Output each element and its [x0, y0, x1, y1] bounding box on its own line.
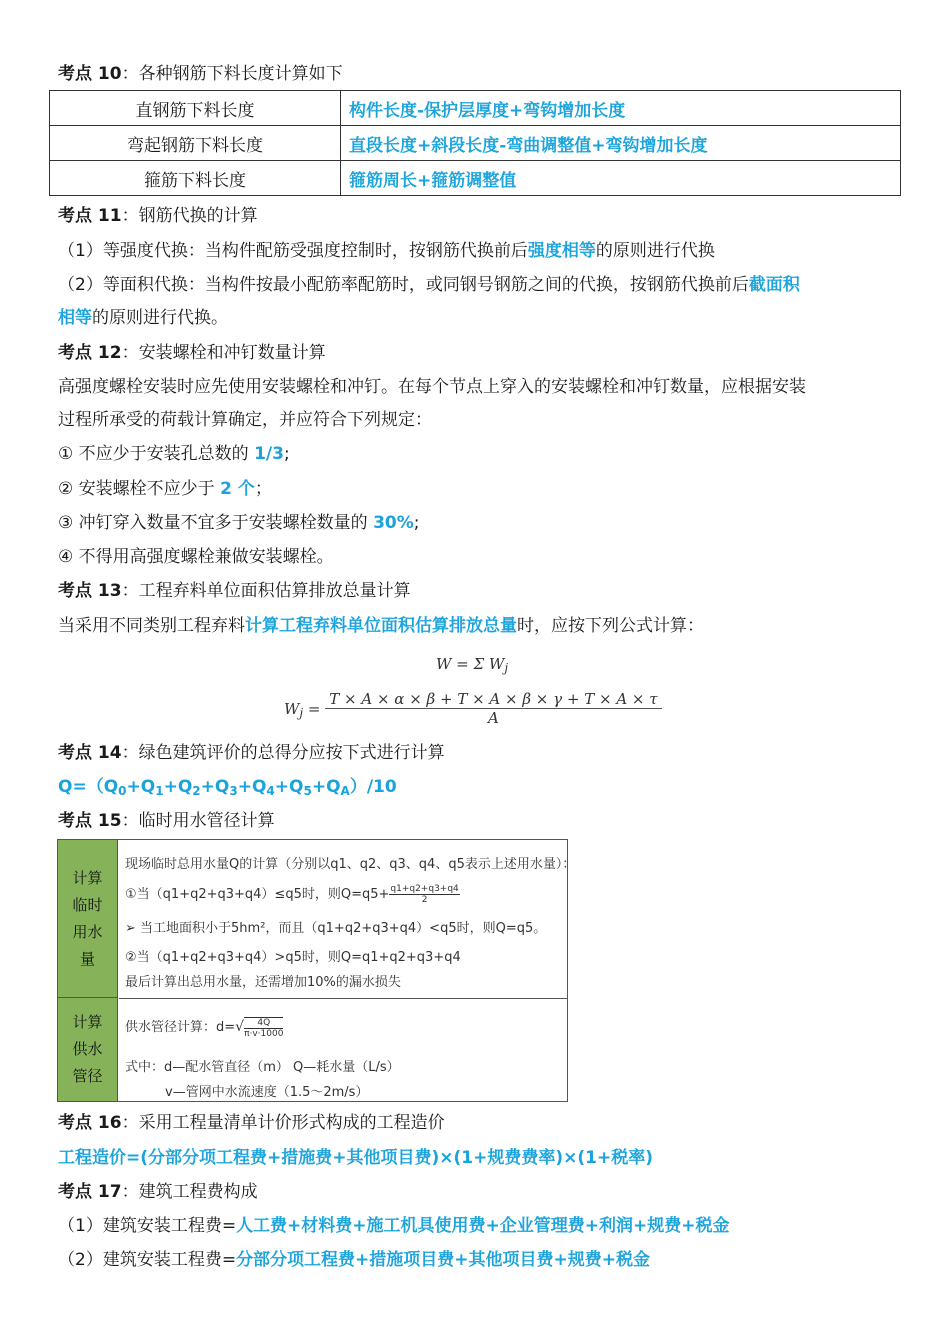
kp15-heading: 考点 15：临时用水管径计算 — [58, 811, 275, 831]
kp13-p: 当采用不同类别工程弃料计算工程弃料单位面积估算排放总量时，应按下列公式计算： — [58, 616, 704, 636]
kp16-formula: 工程造价=(分部分项工程费+措施费+其他项目费)×(1+规费费率)×(1+税率) — [58, 1148, 653, 1168]
kp12-item2: ② 安装螺栓不应少于 2 个； — [58, 479, 272, 499]
kp12-item4: ④ 不得用高强度螺栓兼做安装螺栓。 — [58, 547, 334, 567]
table-row: 箍筋下料长度 箍筋周长+箍筋调整值 — [50, 161, 901, 196]
kp11-heading: 考点 11：钢筋代换的计算 — [58, 206, 258, 226]
kp12-item3: ③ 冲钉穿入数量不宜多于安装螺栓数量的 30%; — [58, 513, 420, 533]
water-pipe-table — [57, 839, 576, 1102]
kp11-p1: （1）等强度代换：当构件配筋受强度控制时，按钢筋代换前后强度相等的原则进行代换 — [58, 241, 715, 261]
water-content-1: 现场临时总用水量Q的计算（分别以q1、q2、q3、q4、q5表示上述用水量）： ①当（q1+q2+q3+q4）≤q5时，则Q=q5+ $\frac{q1+q2+q3+q4}{2}$ ➢ 当工地面积小于5hm²，而且（q1+q2+q3+q4）<q5时，则Q=q5。 ②当（q1+q2+q3+q4）>q5时，则Q=q1+q2+q3+q4 最后计算出总用水量，还需增加10%的漏水损失 — [119, 840, 567, 999]
kp12-intro2: 过程所承受的荷载计算确定，并应符合下列规定： — [58, 410, 432, 430]
kp11-p2-cont: 相等的原则进行代换。 — [58, 308, 228, 328]
water-header-2: 计算供水管径 — [58, 998, 118, 1101]
kp12-intro1: 高强度螺栓安装时应先使用安装螺栓和冲钉。在每个节点上穿入的安装螺栓和冲钉数量，应根据安装 — [58, 377, 806, 397]
formula-wj: $W_j$ = $\frac{T \times A \times \alpha \times \beta + T \times A \times \beta \times \gamma + T \times A \times \tau}{A}$ — [284, 690, 662, 727]
formula-w-sum: W = Σ $W_j$ — [436, 655, 509, 675]
water-header-1: 计算临时用水量 — [58, 840, 118, 998]
table-row: 弯起钢筋下料长度 直段长度+斜段长度-弯曲调整值+弯钩增加长度 — [50, 126, 901, 161]
table-row: 直钢筋下料长度 构件长度-保护层厚度+弯钩增加长度 — [50, 91, 901, 126]
kp14-formula: $Q=(Q_0+Q_1+Q_2+Q_3+Q_4+Q_5+Q_A)/10$ — [58, 777, 397, 798]
water-content-2: 供水管径计算：d=√ $\frac{4Q}{\pi\cdot v\cdot 1000}$ 式中：d—配水管直径（m） Q—耗水量（L/s） v—管网中水流速度（1.5～2m/s） — [125, 1017, 400, 1100]
kp12-item1: ① 不应少于安装孔总数的 1/3; — [58, 444, 290, 464]
kp10-heading: 考点 10：各种钢筋下料长度计算如下 — [58, 64, 343, 84]
rebar-length-table — [49, 90, 901, 196]
kp17-heading: 考点 17：建筑工程费构成 — [58, 1182, 258, 1202]
kp17-p1: （1）建筑安装工程费=人工费+材料费+施工机具使用费+企业管理费+利润+规费+税金 — [58, 1216, 730, 1236]
kp16-heading: 考点 16：采用工程量清单计价形式构成的工程造价 — [58, 1113, 445, 1133]
kp11-p2: （2）等面积代换：当构件按最小配筋率配筋时，或同钢号钢筋之间的代换，按钢筋代换前后截面积 — [58, 275, 800, 295]
kp17-p2: （2）建筑安装工程费=分部分项工程费+措施项目费+其他项目费+规费+税金 — [58, 1250, 651, 1270]
kp13-heading: 考点 13：工程弃料单位面积估算排放总量计算 — [58, 581, 411, 601]
kp12-heading: 考点 12：安装螺栓和冲钉数量计算 — [58, 343, 326, 363]
water-line-6: 供水管径计算：d=√ $\frac{4Q}{\pi\cdot v\cdot 1000}$ — [125, 1017, 284, 1039]
water-line-2: ①当（q1+q2+q3+q4）≤q5时，则Q=q5+ $\frac{q1+q2+q3+q4}{2}$ — [125, 884, 459, 905]
kp14-heading: 考点 14：绿色建筑评价的总得分应按下式进行计算 — [58, 743, 445, 763]
